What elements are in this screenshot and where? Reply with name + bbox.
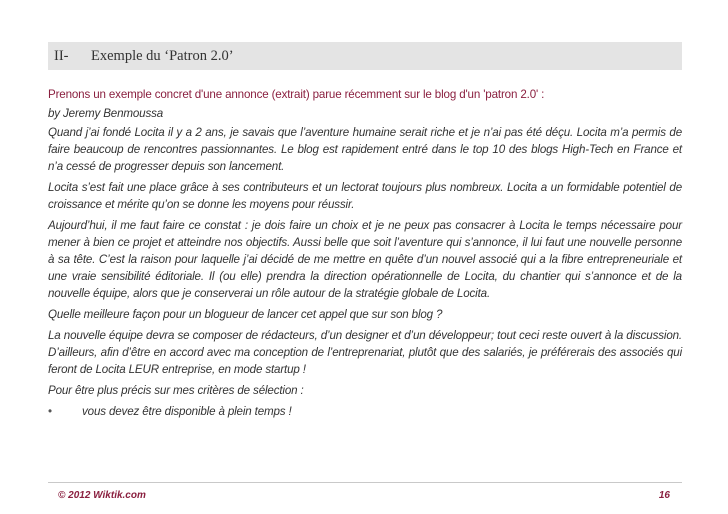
paragraph-6: Pour être plus précis sur mes critères de sélection : (48, 384, 304, 397)
paragraph-5: La nouvelle équipe devra se composer de rédacteurs, d’un designer et d’un développeur; tout ceci reste ouvert à la discussion. D’ailleurs, afin d’être en accord avec ma conception de l’entreprenariat, plutôt que des salariés, je préférerais des associés qui feront de Locita LEUR entreprise, en mode startup ! (48, 329, 682, 376)
document-body (48, 86, 682, 420)
section-title: Exemple du ‘Patron 2.0’ (91, 47, 234, 64)
section-header (48, 42, 682, 70)
bullet-text: vous devez être disponible à plein temps ! (82, 405, 292, 418)
page-footer (48, 482, 682, 501)
page-number: 16 (658, 490, 670, 501)
section-number: II- (54, 47, 69, 64)
paragraph-3: Aujourd’hui, il me faut faire ce constat : je dois faire un choix et je ne peux pas consacrer à Locita le temps nécessaire pour mener à bien ce projet et atteindre nos objectifs. Aussi belle que soit l’aventure qui s’annonce, il lui faut une nouvelle personne à sa tête. C’est la raison pour laquelle j’ai décidé de me mettre en quête d’un nouvel associé qui a la fibre entrepreneuriale et une vraie sensibilité éditoriale. Il (ou elle) prendra la direction opérationnelle de Locita, du chantier qui s’annonce et de la nouvelle équipe, alors que je conserverai un rôle autour de la stratégie globale de Locita. (48, 219, 682, 300)
byline: by Jeremy Benmoussa (48, 107, 164, 120)
paragraph-4: Quelle meilleure façon pour un blogueur de lancer cet appel que sur son blog ? (48, 308, 443, 321)
paragraph-2: Locita s’est fait une place grâce à ses contributeurs et un lectorat toujours plus nombreux. Locita a un formidable potentiel de croissance et mérite qu’on se donne les moyens pour réussir. (48, 181, 682, 211)
footer-copyright: © 2012 Wiktik.com (58, 490, 146, 501)
paragraph-1: Quand j’ai fondé Locita il y a 2 ans, je savais que l’aventure humaine serait riche et je n’ai pas été déçu. Locita m’a permis de faire beaucoup de rencontres passionnantes. Le blog est rapidement entré dans le top 10 des blogs High-Tech en France et n’a cessé de progresser depuis son lancement. (48, 126, 682, 173)
bullet-item (48, 403, 682, 420)
bullet-icon: • (48, 405, 52, 418)
intro-text: Prenons un exemple concret d'une annonce (extrait) parue récemment sur le blog d'un 'patron 2.0' : (48, 88, 545, 101)
